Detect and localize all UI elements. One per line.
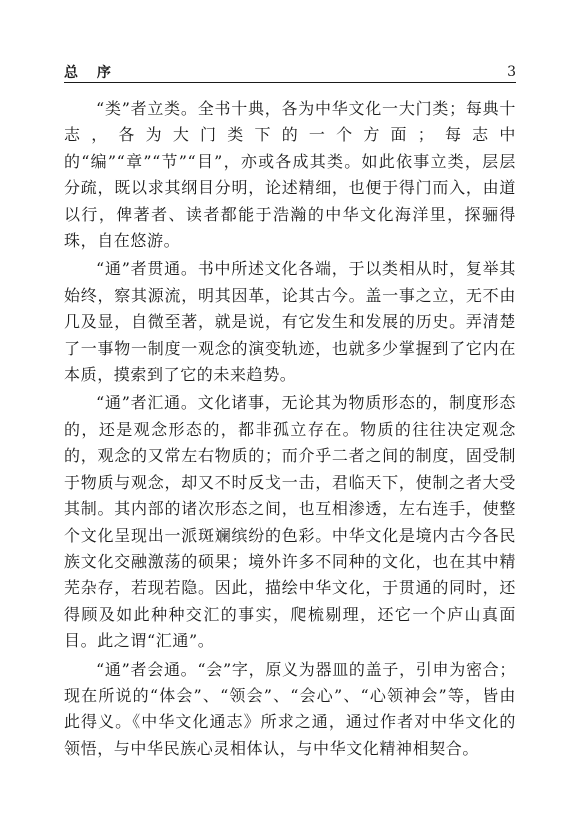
- running-header-title: 总 序: [64, 65, 118, 81]
- running-header: [64, 62, 516, 82]
- body-text: [64, 96, 516, 762]
- paragraph-category: “类”者立类。全书十典，各为中华文化一大门类；每典十志，各为大门类下的一个方面；每志中的“编”“章”“节”“目”，亦或各成其类。如此依事立类，层层分疏，既以求其纲目分明，论述精细，也便于得门而入，由道以行，俾著者、读者都能于浩瀚的中华文化海洋里，探骊得珠，自在悠游。: [64, 99, 516, 251]
- paragraph-convergence: “通”者汇通。文化诸事，无论其为物质形态的，制度形态的，还是观念形态的，都非孤立存在。物质的往往决定观念的，观念的又常左右物质的；而介乎二者之间的制度，固受制于物质与观念，却又不时反戈一击，君临天下，使制之者大受其制。其内部的诸次形态之间，也互相渗透，左右连手，使整个文化呈现出一派斑斓缤纷的色彩。中华文化是境内古今各民族文化交融激荡的硕果；境外许多不同种的文化，也在其中精芜杂存，若现若隐。因此，描绘中华文化，于贯通的同时，还得顾及如此种种交汇的事实，爬梳剔理，还它一个庐山真面目。此之谓“汇通”。: [64, 393, 516, 651]
- page-number: 3: [507, 64, 516, 80]
- paragraph-connection: “通”者贯通。书中所述文化各端，于以类相从时，复举其始终，察其源流，明其因革，论其古今。盖一事之立，无不由几及显，自微至著，就是说，有它发生和发展的历史。弄清楚了一事物一制度一观念的演变轨迹，也就多少掌握到了它内在本质，摸索到了它的未来趋势。: [64, 259, 516, 385]
- header-rule: [64, 82, 516, 83]
- paragraph-comprehension: “通”者会通。“会”字，原义为器皿的盖子，引申为密合；现在所说的“体会”、“领会”、“会心”、“心领神会”等，皆由此得义。《中华文化通志》所求之通，通过作者对中华文化的领悟，与中华民族心灵相体认，与中华文化精神相契合。: [64, 659, 516, 758]
